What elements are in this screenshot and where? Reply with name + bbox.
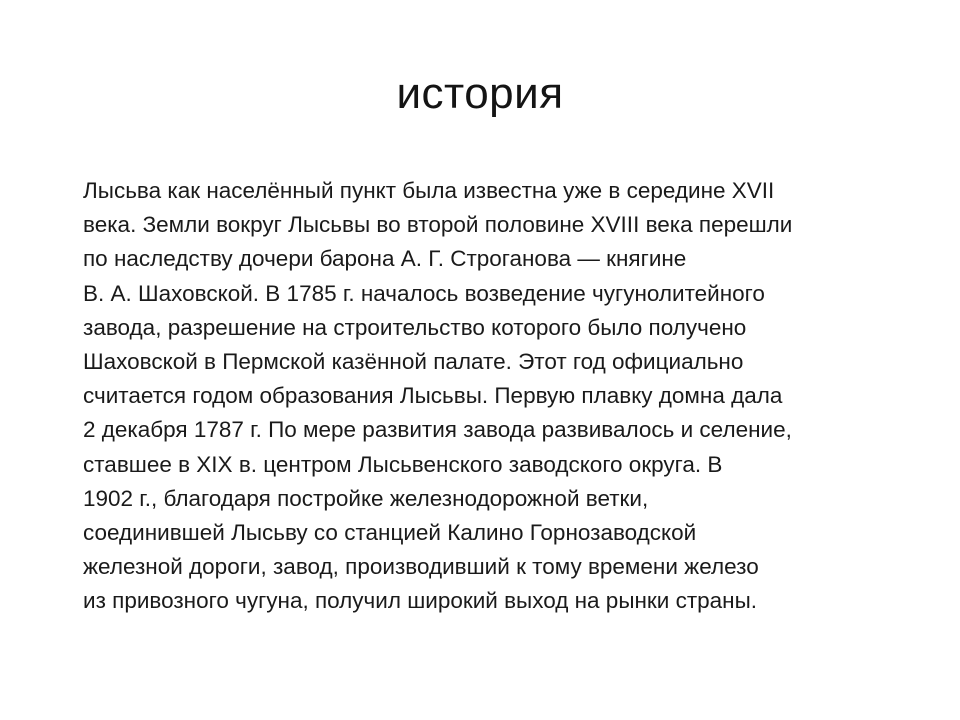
body-line: железной дороги, завод, производивший к тому времени железо xyxy=(83,554,759,580)
body-line: 2 декабря 1787 г. По мере развития завода развивалось и селение, xyxy=(83,417,792,443)
body-line: 1902 г., благодаря постройке железнодорожной ветки, xyxy=(83,485,649,511)
body-line: соединившей Лысьву со станцией Калино Горнозаводской xyxy=(83,520,697,546)
slide-title: история xyxy=(396,69,564,118)
body-line: Шаховской в Пермской казённой палате. Этот год официально xyxy=(83,349,744,375)
body-line: В. А. Шаховской. В 1785 г. началось возведение чугунолитейного xyxy=(83,280,765,306)
body-line: ставшее в XIX в. центром Лысьвенского заводского округа. В xyxy=(83,451,723,477)
body-line: Лысьва как населённый пункт была известна уже в середине XVII xyxy=(83,178,775,203)
body-line: из привозного чугуна, получил широкий выход на рынки страны. xyxy=(83,588,758,614)
body-line: считается годом образования Лысьвы. Первую плавку домна дала xyxy=(83,383,783,409)
slide-body-text xyxy=(83,174,913,619)
body-line: по наследству дочери барона А. Г. Строганова — княгине xyxy=(83,246,687,272)
body-line: завода, разрешение на строительство которого было получено xyxy=(83,314,747,340)
body-line: века. Земли вокруг Лысьвы во второй половине XVIII века перешли xyxy=(83,212,793,238)
